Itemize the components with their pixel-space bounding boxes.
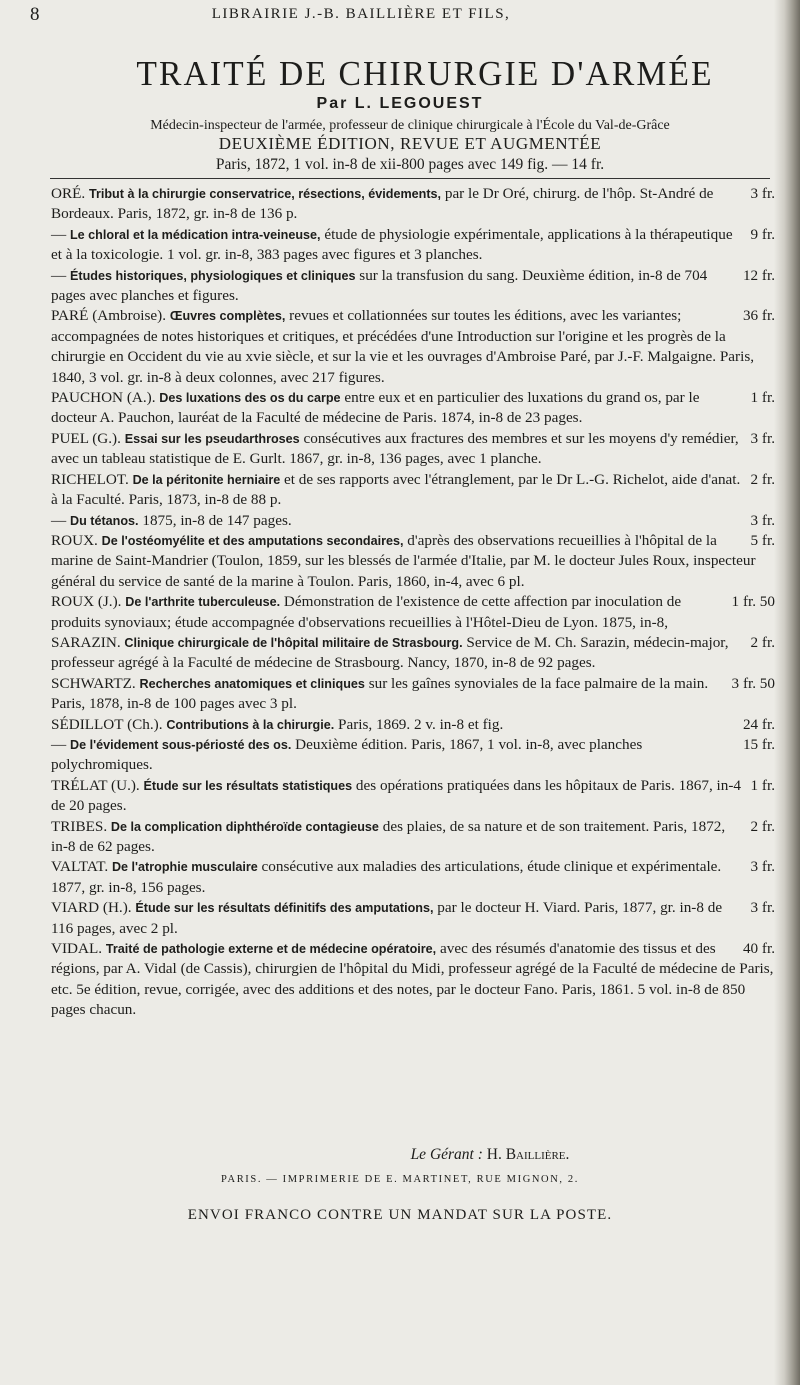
- entry-title: Traité de pathologie externe et de médecine opératoire,: [105, 942, 437, 957]
- entry-details: revues et collationnées sur toutes les éditions, avec les variantes; accompagnées de notes historiques et critiques, et précédées d'une Introduction sur l'origine et les progrès de la chirurgie en Occident du vie au xvie siècle, et sur la vie et les ouvrages d'Ambroise Paré, par J.-F. Malgaigne. Paris, 1840, 3 vol. gr. in-8 à deux colonnes, avec 217 figures.: [51, 307, 755, 386]
- entry-author: RICHELOT.: [51, 470, 129, 488]
- entry-price: 3 fr.: [750, 429, 775, 447]
- catalogue-entry: [51, 857, 775, 898]
- entry-details: des plaies, de sa nature et de son traitement. Paris, 1872, in-8 de 62 pages.: [51, 817, 726, 855]
- entry-author: PARÉ (Ambroise).: [51, 307, 167, 325]
- catalogue-entry: [51, 266, 775, 307]
- entry-details: consécutive aux maladies des articulations, étude clinique et expérimentale. 1877, gr. in-8, 156 pages.: [51, 858, 722, 896]
- catalogue-entry: [51, 225, 775, 266]
- catalogue-entries: [51, 184, 775, 1021]
- entry-price: 5 fr.: [750, 531, 775, 549]
- catalogue-entry: [51, 898, 775, 939]
- entry-price: 2 fr.: [750, 817, 775, 835]
- entry-details: entre eux et en particulier des luxations du grand os, par le docteur A. Pauchon, lauréat de la Faculté de médecine de Paris. 1874, in-8 de 23 pages.: [51, 389, 700, 427]
- entry-author: TRÉLAT (U.).: [51, 776, 140, 794]
- entry-title: Contributions à la chirurgie.: [166, 717, 335, 732]
- entry-price: 12 fr.: [742, 266, 775, 284]
- entry-price: 3 fr. 50: [731, 674, 775, 692]
- catalogue-entry: [51, 735, 775, 776]
- entry-title: De l'arthrite tuberculeuse.: [125, 595, 281, 610]
- entry-title: De la péritonite herniaire: [132, 472, 281, 487]
- entry-details: des opérations pratiquées dans les hôpitaux de Paris. 1867, in-4 de 20 pages.: [51, 776, 741, 815]
- entry-details: Démonstration de l'existence de cette affection par inoculation de produits synoviaux; étude accompagnée d'observations recueillies à l'Hôtel-Dieu de Lyon. 1875, in-8,: [51, 593, 682, 631]
- featured-publication-info: Paris, 1872, 1 vol. in-8 de xii-800 pages avec 149 fig. — 14 fr.: [215, 156, 605, 173]
- entry-details: Deuxième édition. Paris, 1867, 1 vol. in-8, avec planches polychromiques.: [51, 735, 643, 774]
- catalogue-entry: [51, 817, 775, 858]
- entry-details: consécutives aux fractures des membres et sur les moyens d'y remédier, avec un tableau statistique de E. Gurlt. 1867, gr. in-8, 136 pages, avec 1 planche.: [51, 429, 739, 468]
- catalogue-entry: [51, 939, 775, 1021]
- catalogue-entry: [51, 306, 775, 388]
- entry-author: —: [51, 225, 67, 243]
- entry-author: ROUX.: [51, 531, 98, 549]
- entry-details: et de ses rapports avec l'étranglement, par le Dr L.-G. Richelot, aide d'anat. à la Faculté. Paris, 1873, in-8 de 88 p.: [51, 470, 741, 509]
- entry-details: par le docteur H. Viard. Paris, 1877, gr. in-8 de 116 pages, avec 2 pl.: [51, 899, 723, 937]
- entry-title: Tribut à la chirurgie conservatrice, résections, évidements,: [88, 187, 442, 201]
- entry-title: Du tétanos.: [69, 513, 139, 528]
- entry-price: 15 fr.: [742, 735, 775, 753]
- catalogue-entry: [51, 429, 775, 470]
- entry-author: SARAZIN.: [51, 633, 121, 651]
- catalogue-entry: [51, 531, 775, 592]
- entry-author: VIARD (H.).: [51, 899, 132, 917]
- running-head: LIBRAIRIE J.-B. BAILLIÈRE ET FILS,: [211, 6, 511, 22]
- catalogue-entry: [51, 633, 775, 674]
- entry-author: SCHWARTZ.: [51, 674, 136, 692]
- entry-price: 3 fr.: [750, 511, 775, 529]
- entry-details: avec des résumés d'anatomie des tissus et des régions, par A. Vidal (de Cassis), chirurgien de l'hôpital du Midi, professeur agrégé de la Faculté de médecine de Paris, etc. 5e édition, revue, corrigée, avec des additions et des notes, par le docteur Fano. Paris, 1861. 5 vol. in-8 de 850 pages chacun.: [51, 940, 774, 1019]
- page-number: 8: [30, 4, 40, 25]
- catalogue-entry: [51, 511, 775, 531]
- featured-author-position: Médecin-inspecteur de l'armée, professeur de clinique chirurgicale à l'École du Val-de-Grâce: [150, 118, 670, 133]
- entry-author: VALTAT.: [51, 858, 109, 876]
- entry-price: 3 fr.: [750, 858, 775, 876]
- entry-details: sur la transfusion du sang. Deuxième édition, in-8 de 704 pages avec planches et figures.: [51, 266, 708, 305]
- catalogue-entry: [51, 776, 775, 817]
- catalogue-entry: [51, 184, 775, 225]
- entry-title: De l'ostéomyélite et des amputations secondaires,: [101, 533, 404, 548]
- entry-author: TRIBES.: [51, 817, 108, 835]
- entry-price: 9 fr.: [750, 225, 775, 243]
- entry-title: Essai sur les pseudarthroses: [124, 431, 300, 446]
- entry-title: Étude sur les résultats définitifs des amputations,: [135, 901, 434, 916]
- entry-price: 1 fr.: [750, 389, 775, 407]
- entry-details: Service de M. Ch. Sarazin, médecin-major, professeur agrégé à la Faculté de médecine de Strasbourg. Nancy, 1870, in-8 de 92 pages.: [51, 633, 729, 672]
- entry-details: par le Dr Oré, chirurg. de l'hôp. St-André de Bordeaux. Paris, 1872, gr. in-8 de 136 p.: [51, 185, 714, 223]
- catalogue-entry: [51, 674, 775, 715]
- printer-imprint: PARIS. — IMPRIMERIE DE E. MARTINET, RUE MIGNON, 2.: [221, 1174, 579, 1185]
- signature-label: Le Gérant :: [410, 1146, 483, 1163]
- entry-price: 1 fr. 50: [731, 593, 775, 611]
- entry-author: PUEL (G.).: [51, 429, 121, 447]
- featured-author: Par L. LEGOUEST: [316, 95, 484, 112]
- entry-title: Des luxations des os du carpe: [159, 391, 341, 406]
- entry-price: 40 fr.: [742, 940, 775, 958]
- entry-author: VIDAL.: [51, 940, 103, 958]
- page-edge-shadow: [774, 0, 800, 1385]
- entry-title: Recherches anatomiques et cliniques: [139, 676, 365, 691]
- catalogue-entry: [51, 715, 775, 735]
- entry-price: 2 fr.: [750, 470, 775, 488]
- entry-title: Œuvres complètes,: [169, 309, 286, 324]
- entry-price: 24 fr.: [742, 715, 775, 733]
- entry-title: De l'évidement sous-périosté des os.: [69, 737, 292, 752]
- entry-author: ORÉ.: [51, 185, 86, 202]
- entry-author: SÉDILLOT (Ch.).: [51, 715, 163, 733]
- section-divider: [50, 178, 770, 179]
- entry-details: d'après des observations recueillies à l'hôpital de la marine de Saint-Mandrier (Toulon, 1859, sur les blessés de l'armée d'Italie, par M. le docteur Jules Roux, inspecteur général du service de santé de la marine à Toulon. Paris, 1860, in-4, avec 6 pl.: [51, 531, 756, 590]
- signature-name: H. Baillière.: [486, 1146, 570, 1163]
- featured-title: TRAITÉ DE CHIRURGIE D'ARMÉE: [136, 54, 714, 93]
- entry-author: —: [51, 735, 67, 753]
- entry-author: ROUX (J.).: [51, 593, 122, 611]
- entry-title: Études historiques, physiologiques et cliniques: [69, 268, 356, 283]
- entry-details: sur les gaînes synoviales de la face palmaire de la main. Paris, 1878, in-8 de 100 pages avec 3 pl.: [51, 674, 709, 713]
- entry-title: Clinique chirurgicale de l'hôpital militaire de Strasbourg.: [124, 635, 463, 650]
- entry-author: PAUCHON (A.).: [51, 389, 156, 407]
- entry-details: 1875, in-8 de 147 pages.: [138, 511, 292, 529]
- entry-details: étude de physiologie expérimentale, applications à la thérapeutique et à la toxicologie. 1 vol. gr. in-8, 383 pages avec figures et 3 planches.: [51, 225, 733, 264]
- entry-price: 2 fr.: [750, 633, 775, 651]
- entry-title: De la complication diphthéroïde contagieuse: [110, 819, 379, 834]
- entry-price: 1 fr.: [750, 776, 775, 794]
- catalogue-entry: [51, 592, 775, 633]
- entry-title: De l'atrophie musculaire: [111, 860, 258, 875]
- entry-price: 3 fr.: [750, 185, 775, 202]
- signature-line: [260, 1146, 720, 1164]
- featured-edition: DEUXIÈME ÉDITION, REVUE ET AUGMENTÉE: [218, 134, 602, 153]
- entry-price: 3 fr.: [750, 899, 775, 917]
- entry-price: 36 fr.: [742, 307, 775, 325]
- entry-author: —: [51, 266, 67, 284]
- entry-title: Le chloral et la médication intra-veineuse,: [69, 227, 321, 242]
- catalogue-entry: [51, 388, 775, 429]
- entry-title: Étude sur les résultats statistiques: [143, 778, 353, 793]
- shipping-notice: ENVOI FRANCO CONTRE UN MANDAT SUR LA POSTE.: [187, 1207, 613, 1223]
- catalogue-entry: [51, 470, 775, 511]
- entry-details: Paris, 1869. 2 v. in-8 et fig.: [334, 715, 504, 733]
- entry-author: —: [51, 511, 67, 529]
